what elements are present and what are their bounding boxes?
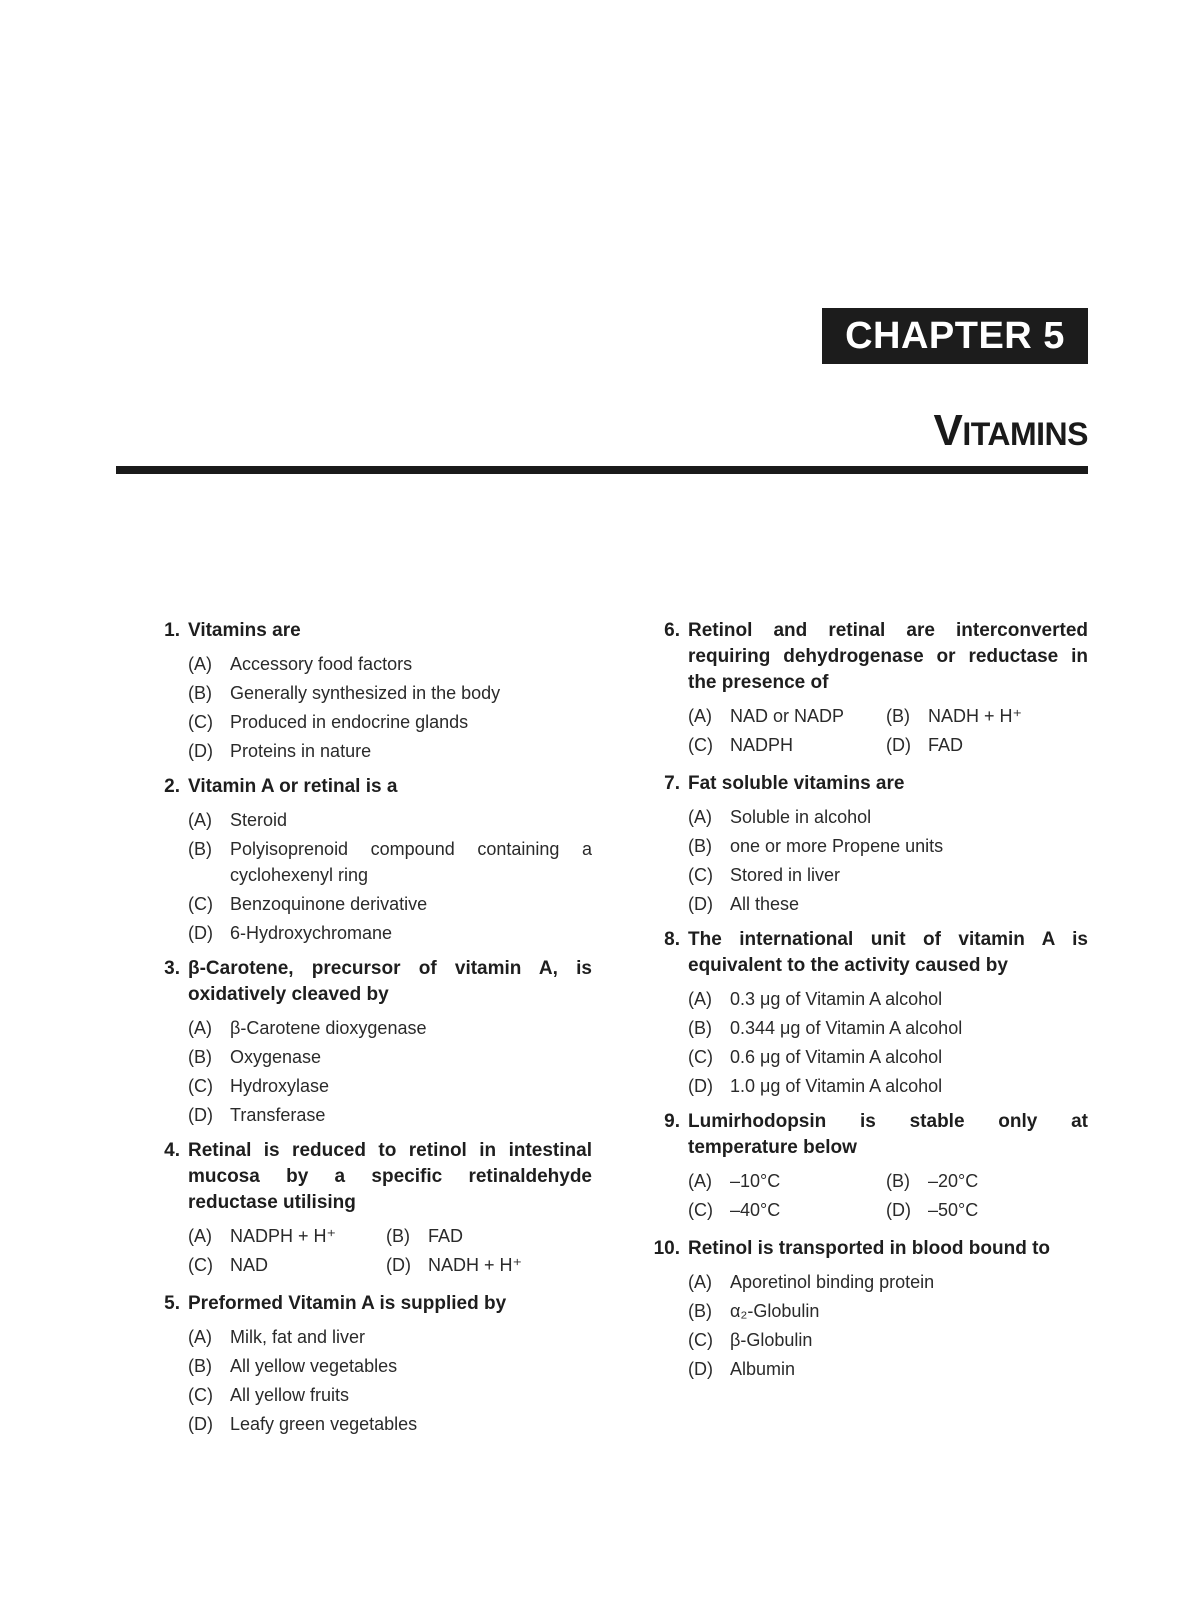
- question-number: 3.: [164, 958, 180, 979]
- option: [688, 1269, 1088, 1295]
- option-text: Accessory food factors: [230, 654, 413, 674]
- option-letter: (A): [188, 654, 212, 674]
- question-text: Lumirhodopsin is stable only at temperature below: [688, 1111, 1088, 1158]
- option-letter: (D): [688, 894, 713, 914]
- option-text: 0.6 μg of Vitamin A alcohol: [730, 1047, 943, 1067]
- question-number: 9.: [664, 1111, 680, 1132]
- question-text: The international unit of vitamin A is equivalent to the activity caused by: [688, 929, 1088, 976]
- option-text: 6-Hydroxychromane: [230, 923, 393, 943]
- option-letter: (A): [688, 1171, 712, 1191]
- option: [188, 709, 592, 735]
- question-text: Retinol and retinal are interconverted requiring dehydrogenase or reductase in the presence of: [688, 620, 1088, 693]
- option-letter: (C): [688, 865, 713, 885]
- option-letter: (C): [688, 1200, 713, 1220]
- option: [688, 1015, 1088, 1041]
- option: [188, 836, 592, 888]
- option: [688, 1327, 1088, 1353]
- question-number: 2.: [164, 776, 180, 797]
- option-list: [188, 651, 592, 764]
- option-list: [188, 1223, 592, 1281]
- option-text: All yellow vegetables: [230, 1356, 398, 1376]
- option: [688, 891, 1088, 917]
- option: [688, 833, 1088, 859]
- option-text: Soluble in alcohol: [730, 807, 872, 827]
- option-letter: (D): [188, 1414, 213, 1434]
- option-text: Polyisoprenoid compound containing a cyclohexenyl ring: [230, 839, 592, 885]
- option-text: 0.344 μg of Vitamin A alcohol: [730, 1018, 963, 1038]
- question-number: 8.: [664, 929, 680, 950]
- option-text: β-Globulin: [730, 1330, 813, 1350]
- option-text: Produced in endocrine glands: [230, 712, 469, 732]
- option-letter: (D): [886, 1200, 911, 1220]
- option: [188, 1252, 386, 1278]
- option: [188, 1411, 592, 1437]
- option: [688, 1298, 1088, 1324]
- option-letter: (D): [688, 1359, 713, 1379]
- option-text: Oxygenase: [230, 1047, 322, 1067]
- option-text: α₂-Globulin: [730, 1301, 820, 1321]
- option: [688, 1197, 886, 1223]
- option-letter: (A): [188, 1018, 212, 1038]
- option-text: NADPH: [730, 735, 794, 755]
- option-letter: (C): [188, 1255, 213, 1275]
- option-list: [688, 804, 1088, 917]
- option-letter: (D): [188, 741, 213, 761]
- question: [148, 1138, 592, 1281]
- option-text: NADPH + H⁺: [230, 1226, 337, 1246]
- option-list: [688, 1269, 1088, 1382]
- option-text: Transferase: [230, 1105, 326, 1125]
- option-letter: (D): [688, 1076, 713, 1096]
- option-letter: (C): [688, 1330, 713, 1350]
- option: [188, 1223, 386, 1249]
- option-list: [188, 807, 592, 946]
- option-letter: (A): [188, 1226, 212, 1246]
- option-text: Hydroxylase: [230, 1076, 330, 1096]
- option-list: [188, 1324, 592, 1437]
- option: [886, 1197, 1088, 1223]
- option-list: [688, 1168, 1088, 1226]
- option-letter: (D): [386, 1255, 411, 1275]
- option: [188, 1353, 592, 1379]
- right-column: [630, 618, 1088, 1392]
- question: [148, 618, 592, 764]
- chapter-title-rest: ITAMINS: [962, 416, 1088, 452]
- option-text: one or more Propene units: [730, 836, 944, 856]
- option-text: –20°C: [928, 1171, 979, 1191]
- option: [688, 804, 1088, 830]
- option-letter: (B): [188, 683, 212, 703]
- option-letter: (D): [886, 735, 911, 755]
- question-number: 7.: [664, 773, 680, 794]
- option: [688, 732, 886, 758]
- option: [188, 680, 592, 706]
- question-number: 4.: [164, 1140, 180, 1161]
- option: [188, 1044, 592, 1070]
- option-letter: (B): [886, 1171, 910, 1191]
- option: [688, 1168, 886, 1194]
- option: [188, 891, 592, 917]
- option: [886, 703, 1088, 729]
- option-text: NAD: [230, 1255, 269, 1275]
- chapter-title: [933, 402, 1088, 463]
- option-text: 1.0 μg of Vitamin A alcohol: [730, 1076, 943, 1096]
- option-letter: (B): [188, 839, 212, 859]
- question-number: 6.: [664, 620, 680, 641]
- header-rule: [116, 466, 1088, 474]
- option-text: β-Carotene dioxygenase: [230, 1018, 427, 1038]
- option-text: 0.3 μg of Vitamin A alcohol: [730, 989, 943, 1009]
- option: [188, 651, 592, 677]
- option: [188, 1015, 592, 1041]
- option-letter: (C): [188, 712, 213, 732]
- option: [688, 1356, 1088, 1382]
- option: [886, 732, 1088, 758]
- question-text: Preformed Vitamin A is supplied by: [188, 1293, 507, 1314]
- option-letter: (A): [688, 989, 712, 1009]
- option: [688, 1044, 1088, 1070]
- option: [188, 1382, 592, 1408]
- option-letter: (B): [688, 836, 712, 856]
- question: [148, 956, 592, 1128]
- option-text: –40°C: [730, 1200, 781, 1220]
- option-letter: (A): [188, 1327, 212, 1347]
- option-text: NAD or NADP: [730, 706, 845, 726]
- option: [188, 738, 592, 764]
- option-letter: (C): [188, 894, 213, 914]
- option-letter: (D): [188, 1105, 213, 1125]
- option-letter: (A): [688, 1272, 712, 1292]
- option-text: Generally synthesized in the body: [230, 683, 501, 703]
- option: [188, 1073, 592, 1099]
- option-letter: (A): [188, 810, 212, 830]
- option-letter: (A): [688, 807, 712, 827]
- option: [188, 920, 592, 946]
- option: [688, 986, 1088, 1012]
- option: [386, 1252, 592, 1278]
- question-number: 10.: [653, 1238, 680, 1259]
- option-text: Benzoquinone derivative: [230, 894, 428, 914]
- option-text: All these: [730, 894, 800, 914]
- option: [188, 1324, 592, 1350]
- option-text: Steroid: [230, 810, 288, 830]
- question: [148, 774, 592, 946]
- option-letter: (B): [188, 1047, 212, 1067]
- question: [630, 618, 1088, 761]
- question-text: Fat soluble vitamins are: [688, 773, 905, 794]
- question-text: Vitamin A or retinal is a: [188, 776, 398, 797]
- option-list: [688, 703, 1088, 761]
- option: [688, 862, 1088, 888]
- option-letter: (D): [188, 923, 213, 943]
- option-list: [188, 1015, 592, 1128]
- option-letter: (C): [188, 1385, 213, 1405]
- option-text: –50°C: [928, 1200, 979, 1220]
- chapter-title-initial: V: [933, 406, 963, 455]
- option-text: Proteins in nature: [230, 741, 372, 761]
- option: [886, 1168, 1088, 1194]
- option: [188, 807, 592, 833]
- option-letter: (B): [886, 706, 910, 726]
- option-letter: (B): [688, 1301, 712, 1321]
- question: [148, 1291, 592, 1437]
- question-text: Vitamins are: [188, 620, 301, 641]
- option-letter: (C): [688, 1047, 713, 1067]
- option-list: [688, 986, 1088, 1099]
- question-text: Retinol is transported in blood bound to: [688, 1238, 1051, 1259]
- option-text: FAD: [928, 735, 964, 755]
- question-text: β-Carotene, precursor of vitamin A, is oxidatively cleaved by: [188, 958, 592, 1005]
- option-letter: (B): [188, 1356, 212, 1376]
- option-text: Milk, fat and liver: [230, 1327, 366, 1347]
- option-letter: (B): [386, 1226, 410, 1246]
- option: [688, 703, 886, 729]
- option-letter: (C): [188, 1076, 213, 1096]
- question-number: 1.: [164, 620, 180, 641]
- option-letter: (B): [688, 1018, 712, 1038]
- option-text: –10°C: [730, 1171, 781, 1191]
- chapter-label: CHAPTER 5: [822, 308, 1088, 364]
- question: [630, 1109, 1088, 1226]
- option-text: Stored in liver: [730, 865, 841, 885]
- option: [188, 1102, 592, 1128]
- left-column: [148, 618, 592, 1447]
- question-text: Retinal is reduced to retinol in intestinal mucosa by a specific retinaldehyde reductase utilising: [188, 1140, 592, 1213]
- option-text: Albumin: [730, 1359, 796, 1379]
- option-letter: (A): [688, 706, 712, 726]
- question: [630, 771, 1088, 917]
- option-text: All yellow fruits: [230, 1385, 350, 1405]
- option-text: FAD: [428, 1226, 464, 1246]
- option-letter: (C): [688, 735, 713, 755]
- question-number: 5.: [164, 1293, 180, 1314]
- option-text: Leafy green vegetables: [230, 1414, 418, 1434]
- option-text: NADH + H⁺: [428, 1255, 523, 1275]
- question: [630, 1236, 1088, 1382]
- option: [688, 1073, 1088, 1099]
- option-text: Aporetinol binding protein: [730, 1272, 935, 1292]
- question: [630, 927, 1088, 1099]
- option-text: NADH + H⁺: [928, 706, 1023, 726]
- option: [386, 1223, 592, 1249]
